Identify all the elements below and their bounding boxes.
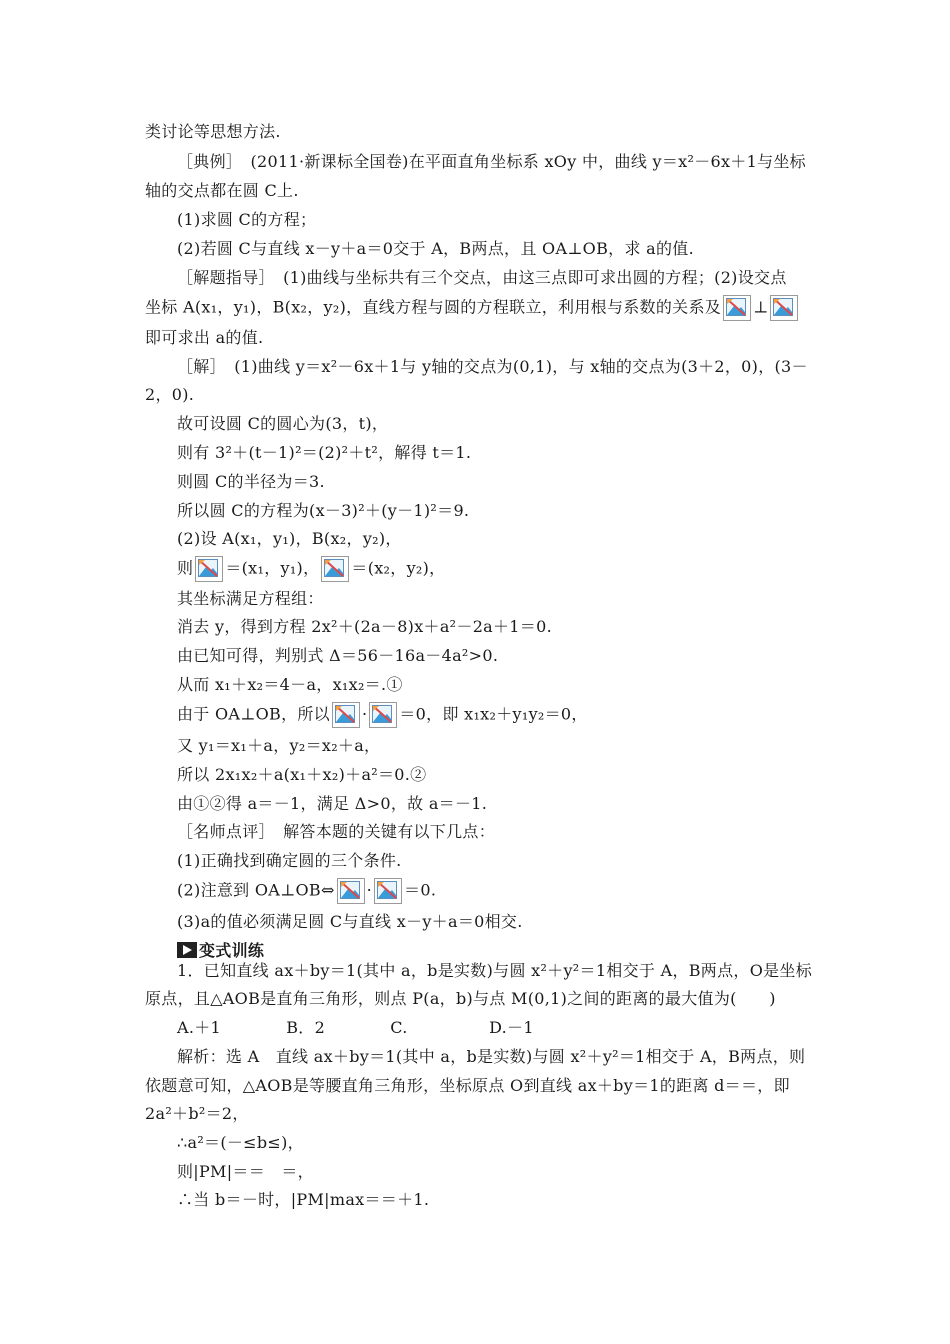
text-segment: 由于 OA⊥OB，所以: [177, 704, 330, 724]
broken-image-icon: [374, 878, 402, 904]
question-2: (2)若圆 C与直线 x－y＋a＝0交于 A，B两点，且 OA⊥OB，求 a的值.: [177, 239, 694, 258]
text-line: 则有 3²＋(t－1)²＝(2)²＋t²，解得 t＝1.: [177, 443, 472, 462]
broken-image-icon: [321, 556, 349, 582]
broken-image-icon: [369, 702, 397, 728]
text-line: (3)a的值必须满足圆 C与直线 x－y＋a＝0相交.: [177, 912, 523, 931]
guide-heading-line: ［解题指导］ (1)曲线与坐标共有三个交点，由这三点即可求出圆的方程；(2)设交点: [177, 268, 787, 287]
play-triangle-icon: [177, 942, 199, 958]
text-line: 故可设圆 C的圆心为(3，t)，: [177, 414, 389, 433]
example-heading-line: ［典例］ (2011·新课标全国卷)在平面直角坐标系 xOy 中，曲线 y＝x²－6x＋1与坐标: [177, 152, 806, 171]
text-segment: 则: [177, 558, 194, 578]
section-heading: [177, 940, 264, 962]
broken-image-icon: [723, 295, 751, 321]
analysis-line: ∴当 b＝－时，|PM|max＝＝＋1.: [177, 1190, 430, 1209]
text-line: 从而 x₁＋x₂＝4－a，x₁x₂＝.①: [177, 675, 403, 694]
text-line-with-vectors: [177, 556, 445, 582]
text-line: 其坐标满足方程组：: [177, 589, 324, 608]
text-line: 由已知可得，判别式 Δ＝56－16a－4a²>0.: [177, 646, 499, 665]
text-line: (1)正确找到确定圆的三个条件.: [177, 851, 402, 870]
analysis-line: 依题意可知，△AOB是等腰直角三角形，坐标原点 O到直线 ax＋by＝1的距离 d＝＝，即: [145, 1076, 790, 1095]
section-heading-label: 变式训练: [199, 941, 265, 960]
exercise-line: 原点，且△AOB是直角三角形，则点 P(a，b)与点 M(0,1)之间的距离的最大值为( ): [145, 989, 776, 1008]
analysis-line: 则|PM|＝＝ ＝，: [177, 1162, 314, 1181]
analysis-line: 解析：选 A 直线 ax＋by＝1(其中 a，b是实数)与圆 x²＋y²＝1相交于 A，B两点，则: [177, 1047, 806, 1066]
text-line: 2，0).: [145, 385, 195, 404]
broken-image-icon: [337, 878, 365, 904]
analysis-line: ∴a²＝(－≤b≤)，: [177, 1133, 304, 1152]
text-segment: ＝(x₁，y₁)，: [225, 558, 320, 578]
broken-image-icon: [195, 556, 223, 582]
commentary-heading-line: ［名师点评］ 解答本题的关键有以下几点：: [177, 822, 496, 841]
text-segment: ⊥: [753, 297, 769, 317]
text-line: (2)设 A(x₁，y₁)，B(x₂，y₂)，: [177, 529, 402, 548]
question-1: (1)求圆 C的方程；: [177, 210, 317, 229]
text-line: 又 y₁＝x₁＋a，y₂＝x₂＋a，: [177, 736, 381, 755]
text-line-with-vectors: [177, 702, 588, 728]
exercise-line: 1．已知直线 ax＋by＝1(其中 a，b是实数)与圆 x²＋y²＝1相交于 A，B两点，O是坐标: [177, 961, 813, 980]
text-line-with-vectors: [177, 878, 436, 904]
text-line: 由①②得 a＝－1，满足 Δ>0，故 a＝－1.: [177, 794, 488, 813]
text-segment: ＝0，即 x₁x₂＋y₁y₂＝0，: [399, 704, 588, 724]
text-segment: ·: [361, 704, 368, 724]
answer-options: A.＋1 B．2 C. D.－1: [177, 1018, 534, 1037]
text-segment: 坐标 A(x₁，y₁)，B(x₂，y₂)，直线方程与圆的方程联立，利用根与系数的关系及: [145, 297, 722, 317]
broken-image-icon: [770, 295, 798, 321]
text-line: 消去 y，得到方程 2x²＋(2a－8)x＋a²－2a＋1＝0.: [177, 617, 552, 636]
text-segment: (2)注意到 OA⊥OB⇔: [177, 880, 335, 900]
text-segment: ·: [366, 880, 373, 900]
text-segment: ＝0.: [404, 880, 437, 900]
solution-heading-line: ［解］ (1)曲线 y＝x²－6x＋1与 y轴的交点为(0,1)，与 x轴的交点为(3＋2，0)，(3－: [177, 357, 808, 376]
text-line: 则圆 C的半径为＝3.: [177, 472, 325, 491]
broken-image-icon: [332, 702, 360, 728]
text-segment: ＝(x₂，y₂)，: [351, 558, 446, 578]
analysis-line: 2a²＋b²＝2，: [145, 1104, 249, 1123]
text-line: 类讨论等思想方法.: [145, 122, 281, 141]
text-line: 所以圆 C的方程为(x－3)²＋(y－1)²＝9.: [177, 501, 470, 520]
text-line: 所以 2x₁x₂＋a(x₁＋x₂)＋a²＝0.②: [177, 765, 427, 784]
text-line-with-vectors: [145, 295, 800, 321]
text-line: 即可求出 a的值.: [145, 328, 264, 347]
text-line: 轴的交点都在圆 C上.: [145, 181, 299, 200]
